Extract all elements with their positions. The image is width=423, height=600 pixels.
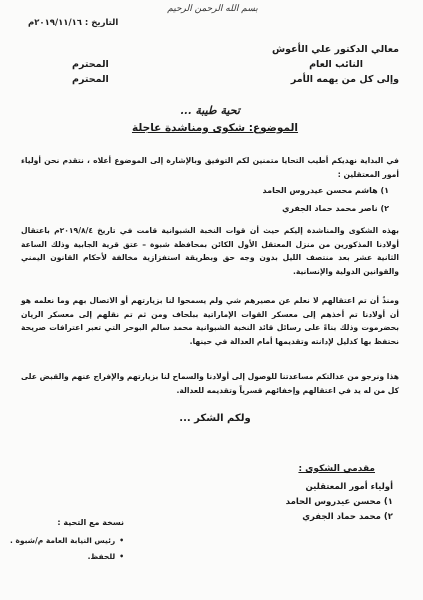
- honorific-2: المحترم: [72, 74, 109, 85]
- detainee-1: ١) هاشم محسن عيدروس الحامد: [262, 186, 389, 195]
- cc-item-1: [9, 536, 124, 545]
- signatory-1: ١) محسن عيدروس الحامد: [285, 497, 393, 507]
- cc-item-1-text: رئيس النيابة العامة م/شبوة .: [9, 536, 116, 545]
- paragraph-request-text: هذا ونرجو من عدالتكم مساعدتنا للوصول إلى أولادنا والسماح لنا بزيارتهم والإفراج عنهم والقبض على كل من له يد في اعتقالهم وإخفائهم قسرياً وتقديمه للعدالة.: [21, 372, 399, 395]
- paragraph-arrest: [21, 224, 399, 278]
- paragraph-arrest-text: بهذه الشكوى والمناشدة إليكم حيث أن قوات النخبة الشبوانية قامت في تاريخ ٢٠١٩/٨/٤م باعتقال أولادنا المذكورين من منزل المعتقل الأول الكائن بمحافظة شبوة – عتق قرية الجابية وذلك الساعة الثانية عشر بعد منتصف الليل بدون وجه حق وبطريقة استفزازية مخالفة لأحكام القانون اليمني والقوانين الدولية والإنسانية.: [21, 226, 400, 276]
- cc-item-2-text: للحفظ.: [87, 552, 116, 561]
- signature-group: أولياء أمور المعتقلين: [305, 482, 393, 492]
- addressee-line-1: معالي الدكتور علي الأعوش: [272, 44, 399, 55]
- bullet-icon: •: [119, 536, 124, 545]
- paragraph-whereabouts-text: ومنذُ أن تم اعتقالهم لا نعلم عن مصيرهم شي ولم يسمحوا لنا بزيارتهم أو الاتصال بهم وما نعلمه هو أن أولادنا تم أخذهم إلى معسكر القوات الإماراتية ببلحاف ومن ثم تم نقلهم إلى معسكر الريان بحضرموت وذلك بناءً على رسائل قائد النخبة الشبوانية محمد سالم البوحر التي تعبر اعترافات صريحة نحتفظ بها كدليل لإدانته وتقديمها أمام العدالة في حينها.: [21, 296, 399, 346]
- cc-item-2: [14, 552, 124, 561]
- bullet-icon: •: [119, 552, 124, 561]
- greeting: تحية طيبة ...: [180, 104, 240, 117]
- letter-date: التاريخ : ٢٠١٩/١١/١٦م: [28, 18, 119, 28]
- subject-line: الموضوع: شكوى ومناشدة عاجلة: [131, 122, 299, 134]
- detainee-2: ٢) ناصر محمد حماد الجفري: [282, 204, 389, 213]
- addressee-line-3: وإلى كل من يهمه الأمر: [290, 74, 399, 85]
- signature-title: مقدمي الشكوى :: [298, 464, 375, 474]
- closing-thanks: ولكم الشكر ...: [179, 413, 251, 424]
- cc-title: نسخة مع التحية :: [57, 518, 124, 527]
- addressee-line-2: النائب العام: [309, 59, 363, 70]
- intro-text: في البداية نهديكم أطيب التحايا متمنين لكم التوفيق وبالإشارة إلى الموضوع أعلاه ، نتقدم نحن أولياء أمور المعتقلين :: [21, 156, 399, 179]
- paragraph-request: [21, 370, 399, 397]
- basmala-header: بسم الله الرحمن الرحيم: [167, 4, 258, 14]
- signatory-2: ٢) محمد حماد الجفري: [302, 512, 393, 522]
- paragraph-whereabouts: [21, 294, 399, 348]
- honorific-1: المحترم: [72, 59, 109, 70]
- intro-paragraph: [21, 154, 399, 181]
